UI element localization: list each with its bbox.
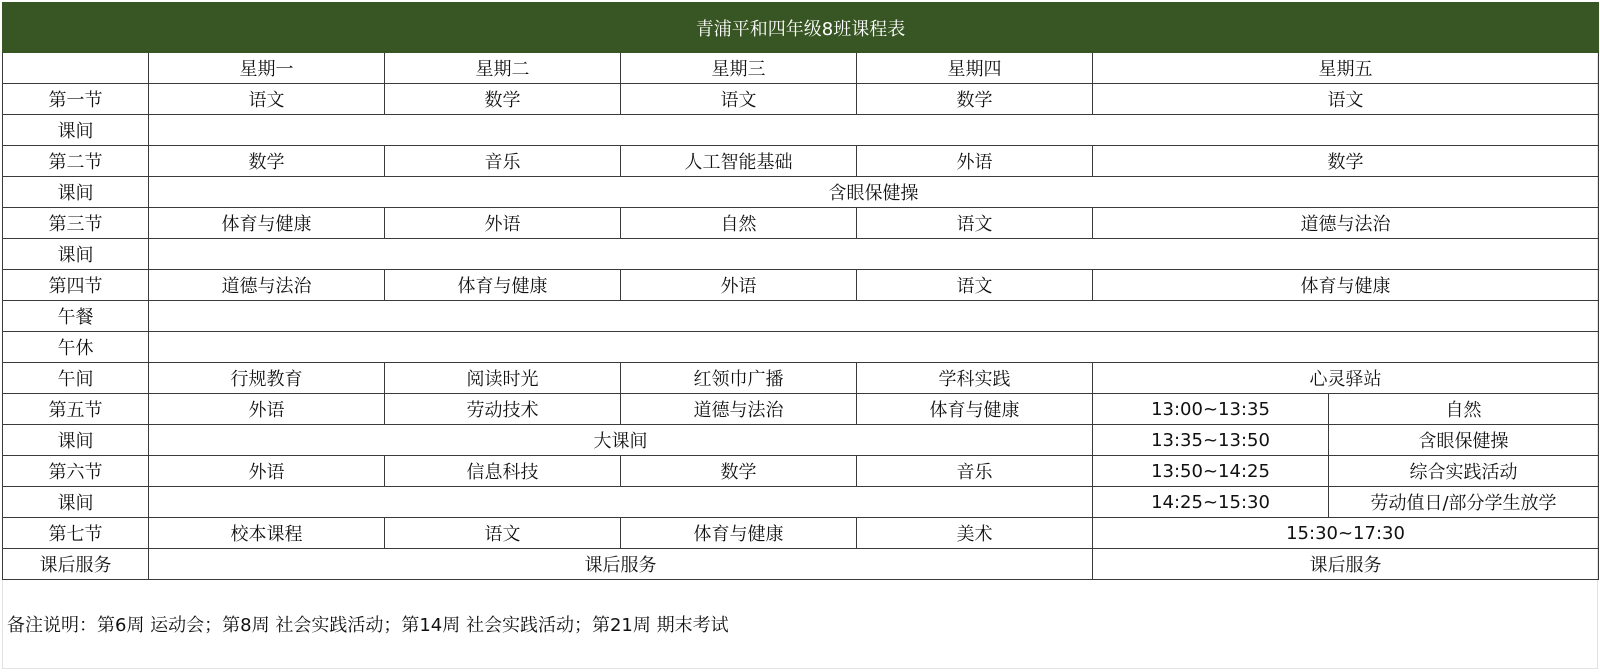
row-label: 课间 — [3, 425, 149, 456]
subject-cell: 校本课程 — [149, 518, 385, 549]
after-school-cell: 课后服务 — [149, 549, 1093, 580]
period-row — [3, 84, 1599, 115]
subject-cell: 语文 — [1093, 84, 1599, 115]
subject-cell: 语文 — [857, 270, 1093, 301]
break-row — [3, 487, 1599, 518]
period-row — [3, 208, 1599, 239]
subject-cell: 语文 — [149, 84, 385, 115]
subject-cell: 数学 — [857, 84, 1093, 115]
subject-cell: 自然 — [1329, 394, 1599, 425]
subject-cell: 外语 — [857, 146, 1093, 177]
day-header: 星期四 — [857, 53, 1093, 84]
break-row — [3, 239, 1599, 270]
row-label: 课间 — [3, 177, 149, 208]
remarks-note: 备注说明：第6周 运动会；第8周 社会实践活动；第14周 社会实践活动；第21周 期末考试 — [7, 615, 729, 636]
lunch-row — [3, 301, 1599, 332]
activity-cell: 学科实践 — [857, 363, 1093, 394]
period-row — [3, 456, 1599, 487]
nap-row — [3, 332, 1599, 363]
subject-cell: 道德与法治 — [621, 394, 857, 425]
break-row — [3, 425, 1599, 456]
time-cell: 13:00~13:35 — [1093, 394, 1329, 425]
row-label: 第五节 — [3, 394, 149, 425]
break-row — [3, 177, 1599, 208]
subject-cell: 外语 — [149, 394, 385, 425]
subject-cell: 语文 — [621, 84, 857, 115]
activity-cell: 阅读时光 — [385, 363, 621, 394]
time-cell: 14:25~15:30 — [1093, 487, 1329, 518]
subject-cell: 劳动技术 — [385, 394, 621, 425]
schedule-table — [2, 2, 1599, 580]
break-cell — [149, 115, 1599, 146]
break-cell — [149, 239, 1599, 270]
row-label: 课间 — [3, 115, 149, 146]
period-row — [3, 270, 1599, 301]
period-row — [3, 518, 1599, 549]
break-cell: 含眼保健操 — [149, 177, 1599, 208]
activity-cell: 心灵驿站 — [1093, 363, 1599, 394]
time-cell: 13:50~14:25 — [1093, 456, 1329, 487]
subject-cell: 音乐 — [385, 146, 621, 177]
noon-row — [3, 363, 1599, 394]
day-header: 星期一 — [149, 53, 385, 84]
subject-cell: 数学 — [385, 84, 621, 115]
subject-cell: 含眼保健操 — [1329, 425, 1599, 456]
period-row — [3, 146, 1599, 177]
day-header: 星期三 — [621, 53, 857, 84]
subject-cell: 语文 — [857, 208, 1093, 239]
subject-cell: 外语 — [621, 270, 857, 301]
break-cell — [149, 301, 1599, 332]
subject-cell: 数学 — [621, 456, 857, 487]
row-label: 午间 — [3, 363, 149, 394]
subject-cell: 美术 — [857, 518, 1093, 549]
row-label: 课后服务 — [3, 549, 149, 580]
time-cell: 15:30~17:30 — [1093, 518, 1599, 549]
subject-cell: 劳动值日/部分学生放学 — [1329, 487, 1599, 518]
day-header: 星期二 — [385, 53, 621, 84]
subject-cell: 体育与健康 — [621, 518, 857, 549]
row-label: 第一节 — [3, 84, 149, 115]
row-label: 第四节 — [3, 270, 149, 301]
subject-cell: 道德与法治 — [1093, 208, 1599, 239]
row-label: 第二节 — [3, 146, 149, 177]
subject-cell: 体育与健康 — [149, 208, 385, 239]
row-label: 午餐 — [3, 301, 149, 332]
schedule-title: 青浦平和四年级8班课程表 — [3, 3, 1599, 53]
activity-cell: 行规教育 — [149, 363, 385, 394]
subject-cell: 数学 — [149, 146, 385, 177]
row-label: 第六节 — [3, 456, 149, 487]
row-label: 第三节 — [3, 208, 149, 239]
title-row — [3, 3, 1599, 53]
subject-cell: 自然 — [621, 208, 857, 239]
subject-cell: 道德与法治 — [149, 270, 385, 301]
corner-cell — [3, 53, 149, 84]
period-row — [3, 394, 1599, 425]
after-school-cell: 课后服务 — [1093, 549, 1599, 580]
subject-cell: 信息科技 — [385, 456, 621, 487]
break-row — [3, 115, 1599, 146]
row-label: 第七节 — [3, 518, 149, 549]
day-header: 星期五 — [1093, 53, 1599, 84]
subject-cell: 综合实践活动 — [1329, 456, 1599, 487]
subject-cell: 体育与健康 — [857, 394, 1093, 425]
day-header-row — [3, 53, 1599, 84]
time-cell: 13:35~13:50 — [1093, 425, 1329, 456]
break-cell — [149, 332, 1599, 363]
subject-cell: 数学 — [1093, 146, 1599, 177]
row-label: 课间 — [3, 487, 149, 518]
break-cell — [149, 487, 1093, 518]
subject-cell: 外语 — [385, 208, 621, 239]
activity-cell: 红领巾广播 — [621, 363, 857, 394]
subject-cell: 音乐 — [857, 456, 1093, 487]
subject-cell: 人工智能基础 — [621, 146, 857, 177]
subject-cell: 体育与健康 — [385, 270, 621, 301]
after-school-row — [3, 549, 1599, 580]
row-label: 课间 — [3, 239, 149, 270]
subject-cell: 语文 — [385, 518, 621, 549]
break-cell: 大课间 — [149, 425, 1093, 456]
subject-cell: 外语 — [149, 456, 385, 487]
row-label: 午休 — [3, 332, 149, 363]
subject-cell: 体育与健康 — [1093, 270, 1599, 301]
